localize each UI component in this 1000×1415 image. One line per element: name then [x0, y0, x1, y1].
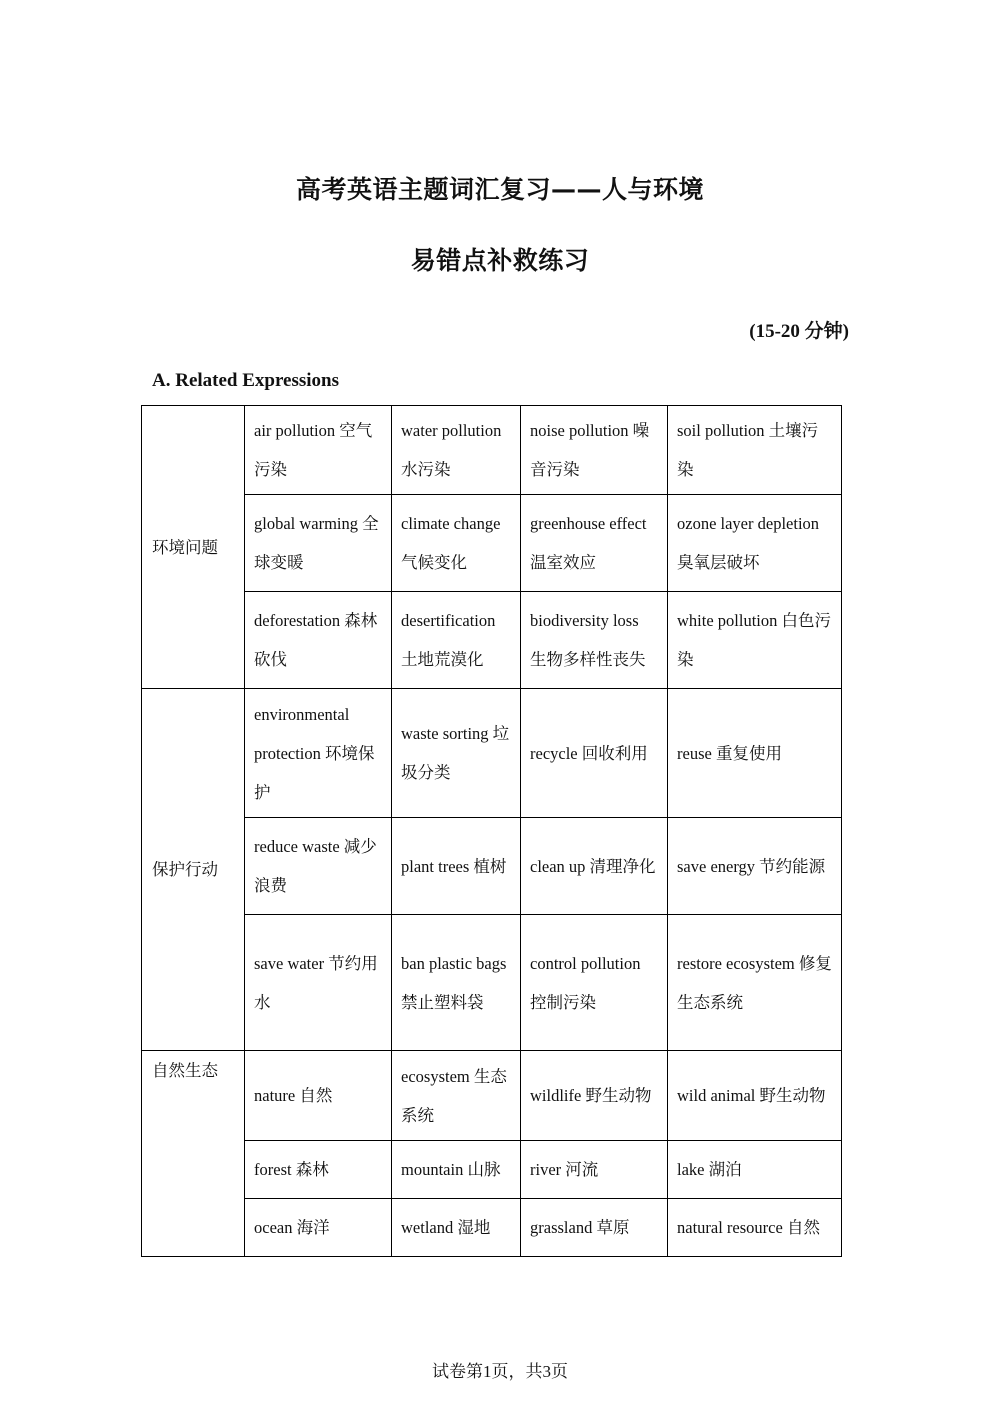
vocab-cell: save energy 节约能源 — [668, 818, 842, 915]
table-row — [142, 689, 842, 818]
page-footer: 试卷第1页，共3页 — [432, 1362, 568, 1381]
vocab-cell: environmental protection 环境保护 — [245, 689, 392, 818]
vocab-cell: forest 森林 — [245, 1141, 392, 1199]
vocab-cell: mountain 山脉 — [392, 1141, 521, 1199]
vocab-cell: restore ecosystem 修复生态系统 — [668, 915, 842, 1051]
vocab-cell: control pollution 控制污染 — [521, 915, 668, 1051]
vocab-cell: natural resource 自然 — [668, 1199, 842, 1257]
table-row — [142, 818, 842, 915]
vocab-cell: ocean 海洋 — [245, 1199, 392, 1257]
vocab-cell: reuse 重复使用 — [668, 689, 842, 818]
vocab-cell: reduce waste 减少浪费 — [245, 818, 392, 915]
vocab-cell: air pollution 空气污染 — [245, 406, 392, 495]
document-subtitle: 易错点补救练习 — [410, 246, 590, 275]
vocab-cell: noise pollution 噪音污染 — [521, 406, 668, 495]
category-cell: 环境问题 — [142, 406, 245, 689]
section-heading: A. Related Expressions — [152, 370, 340, 391]
vocab-cell: river 河流 — [521, 1141, 668, 1199]
vocab-cell: biodiversity loss 生物多样性丧失 — [521, 592, 668, 689]
vocab-cell: soil pollution 土壤污染 — [668, 406, 842, 495]
vocab-cell: ozone layer depletion 臭氧层破坏 — [668, 495, 842, 592]
vocab-cell: recycle 回收利用 — [521, 689, 668, 818]
table-row — [142, 406, 842, 495]
vocab-cell: wetland 湿地 — [392, 1199, 521, 1257]
vocab-cell: greenhouse effect 温室效应 — [521, 495, 668, 592]
vocab-cell: lake 湖泊 — [668, 1141, 842, 1199]
table-row — [142, 1199, 842, 1257]
vocab-cell: ban plastic bags 禁止塑料袋 — [392, 915, 521, 1051]
vocab-cell: plant trees 植树 — [392, 818, 521, 915]
table-row — [142, 915, 842, 1051]
table-row — [142, 1051, 842, 1141]
category-cell: 保护行动 — [142, 689, 245, 1051]
category-cell: 自然生态 — [142, 1051, 245, 1257]
vocab-cell: global warming 全球变暖 — [245, 495, 392, 592]
vocab-cell: nature 自然 — [245, 1051, 392, 1141]
time-note: (15-20 分钟) — [749, 321, 849, 342]
vocab-cell: waste sorting 垃圾分类 — [392, 689, 521, 818]
vocab-cell: water pollution 水污染 — [392, 406, 521, 495]
vocab-cell: wildlife 野生动物 — [521, 1051, 668, 1141]
vocabulary-table — [141, 405, 842, 1257]
vocab-cell: grassland 草原 — [521, 1199, 668, 1257]
vocab-cell: desertification 土地荒漠化 — [392, 592, 521, 689]
vocab-cell: climate change 气候变化 — [392, 495, 521, 592]
table-row — [142, 1141, 842, 1199]
vocab-cell: deforestation 森林砍伐 — [245, 592, 392, 689]
vocab-cell: wild animal 野生动物 — [668, 1051, 842, 1141]
vocab-cell: clean up 清理净化 — [521, 818, 668, 915]
vocab-cell: ecosystem 生态系统 — [392, 1051, 521, 1141]
document-title: 高考英语主题词汇复习——人与环境 — [295, 175, 704, 204]
vocab-cell: save water 节约用水 — [245, 915, 392, 1051]
table-row — [142, 495, 842, 592]
table-row — [142, 592, 842, 689]
vocab-cell: white pollution 白色污染 — [668, 592, 842, 689]
